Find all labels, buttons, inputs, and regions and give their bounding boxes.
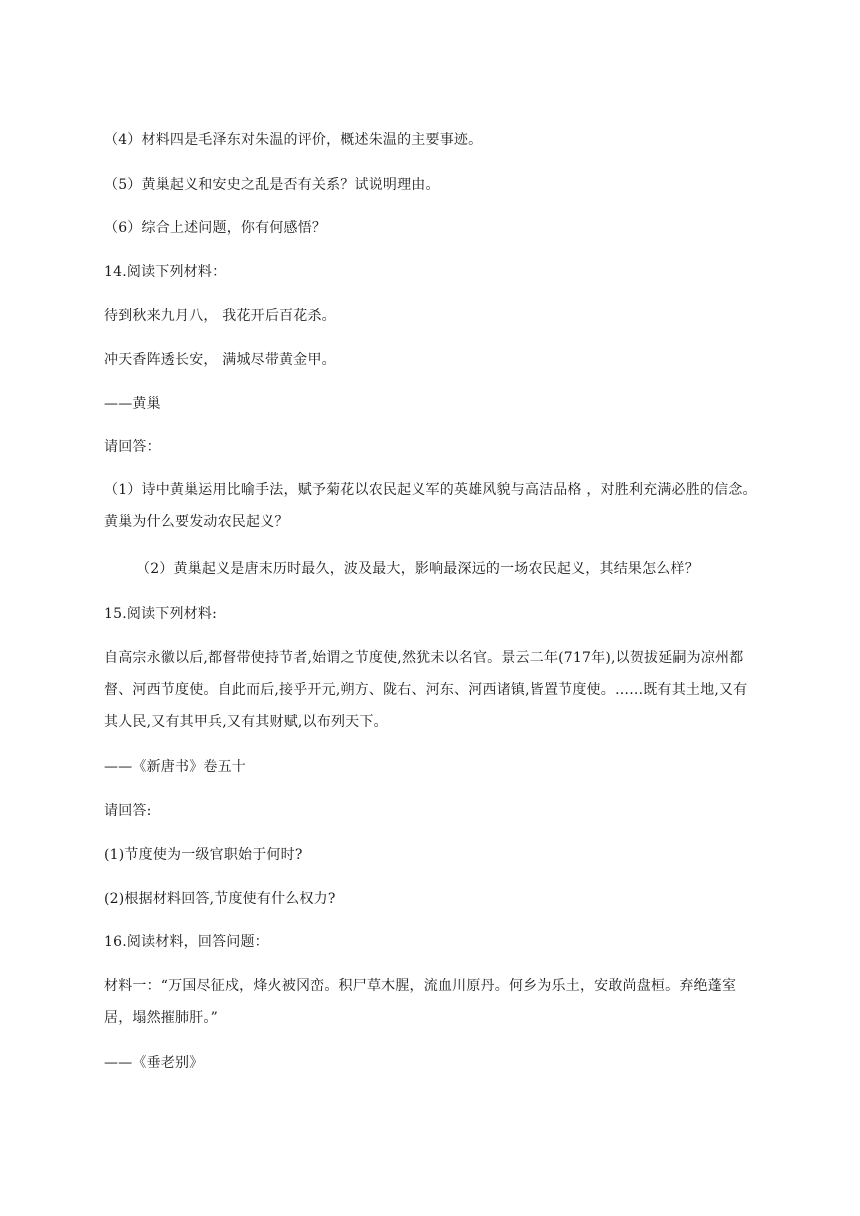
- answer-prompt: 请回答：: [104, 439, 161, 455]
- question-14-2-text: （2）黄巢起义是唐末历时最久，波及最大，影响最深远的一场农民起义，其结果怎么样？: [136, 561, 699, 577]
- answer-prompt: 请回答:: [104, 803, 152, 819]
- question-5-text: （5）黄巢起义和安史之乱是否有关系？试说明理由。: [104, 177, 440, 193]
- question-15-1-text: (1)节度使为一级官职始于何时?: [104, 847, 303, 863]
- material-1-source: ——《垂老别》: [104, 1055, 204, 1071]
- poem-attribution: ——黄巢: [104, 396, 161, 412]
- question-4-text: （4）材料四是毛泽东对朱温的评价，概述朱温的主要事迹。: [104, 132, 483, 148]
- poem-line-1: 待到秋来九月八， 我花开后百花杀。: [104, 308, 336, 324]
- question-14-heading: 14.阅读下列材料：: [104, 264, 227, 280]
- question-14-1-text: （1）诗中黄巢运用比喻手法，赋予菊花以农民起义军的英雄风貌与高洁品格 ，对胜利充满必胜的信念。黄巢为什么要发动农民起义？: [104, 482, 757, 530]
- question-15-2-text: (2)根据材料回答,节度使有什么权力?: [104, 891, 336, 907]
- material-1-text: 材料一：“万国尽征戍，烽火被冈峦。积尸草木腥，流血川原丹。何乡为乐土，安敢尚盘桓。弃绝蓬室居，塌然摧肺肝。”: [104, 978, 737, 1026]
- question-6-text: （6）综合上述问题，你有何感悟？: [104, 220, 327, 236]
- source-passage: 自高宗永徽以后,都督带使持节者,始谓之节度使,然犹未以名官。景云二年(717年),以贺拔延嗣为凉州都督、河西节度使。自此而后,接乎开元,朔方、陇右、河东、河西诸镇,皆置节度使。……既有其土地,又有其人民,又有其甲兵,又有其财赋,以布列天下。: [104, 650, 748, 730]
- poem-line-2: 冲天香阵透长安， 满城尽带黄金甲。: [104, 352, 336, 368]
- question-15-heading: 15.阅读下列材料:: [104, 606, 217, 622]
- source-citation: ——《新唐书》卷五十: [104, 759, 246, 775]
- question-16-heading: 16.阅读材料，回答问题：: [104, 934, 269, 950]
